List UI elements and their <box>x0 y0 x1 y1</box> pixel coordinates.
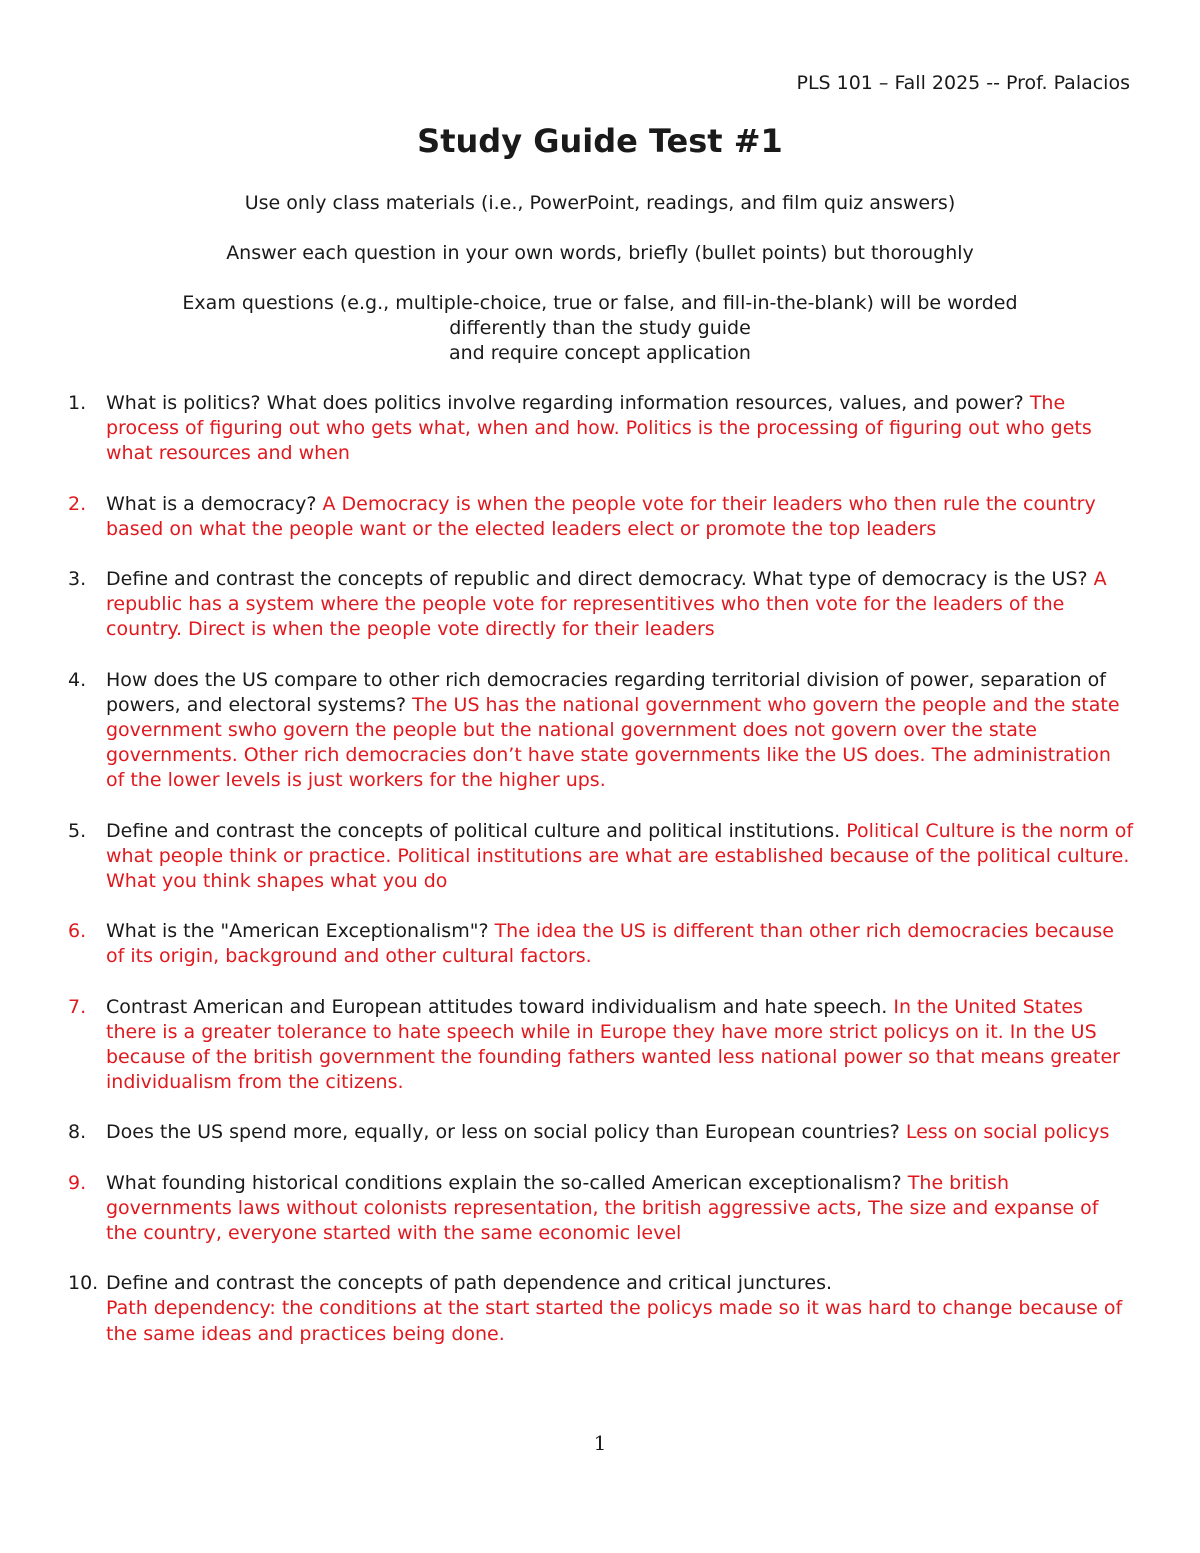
question-item-9 <box>68 1171 1134 1247</box>
answer-text: The idea the US is different than other rich democracies because of its origin, background and other cultural factors. <box>106 920 1114 968</box>
question-text: Define and contrast the concepts of political culture and political institutions. <box>106 819 847 842</box>
question-text: What founding historical conditions explain the so-called American exceptionalism? <box>106 1171 908 1194</box>
instruction-exam-format <box>0 291 1200 366</box>
question-number: 2. <box>68 492 87 515</box>
answer-text: The process of figuring out who gets what, when and how. Politics is the processing of figuring out who gets what resources and when <box>106 392 1092 465</box>
answer-text: Less on social policys <box>905 1121 1110 1144</box>
question-item-4 <box>68 668 1134 794</box>
question-item-1 <box>68 391 1134 467</box>
question-number: 1. <box>68 392 87 414</box>
question-number: 10. <box>68 1272 99 1295</box>
question-item-2 <box>68 492 1134 542</box>
answer-text: The US has the national government who govern the people and the state government swho govern the people but the national government does not govern over the state governments. Other rich democracies don’t have state governments like the US does. The administration of the lower levels is just workers for the higher ups. <box>106 693 1120 792</box>
question-number: 3. <box>68 568 87 591</box>
question-number: 5. <box>68 819 87 842</box>
instruction-answer-style: Answer each question in your own words, briefly (bullet points) but thoroughly <box>226 242 974 264</box>
instruction-exam-line-2: differently than the study guide <box>449 317 751 339</box>
question-number: 7. <box>68 995 87 1018</box>
question-number: 6. <box>68 920 87 943</box>
instruction-exam-line-1: Exam questions (e.g., multiple-choice, true or false, and fill-in-the-blank) will be worded <box>182 292 1018 314</box>
question-list <box>68 391 1134 1372</box>
instruction-materials: Use only class materials (i.e., PowerPoint, readings, and film quiz answers) <box>244 192 956 214</box>
page-title: Study Guide Test #1 <box>417 122 783 160</box>
question-text: Define and contrast the concepts of path dependence and critical junctures. <box>106 1272 833 1295</box>
page-number: 1 <box>593 1431 607 1455</box>
answer-text: Political Culture is the norm of what people think or practice. Political institutions are what are established because of the political culture. What you think shapes what you do <box>106 819 1134 893</box>
question-item-7 <box>68 995 1134 1096</box>
answer-text: A republic has a system where the people vote for representitives who then vote for the leaders of the country. Direct is when the people vote directly for their leaders <box>106 568 1107 641</box>
question-item-3 <box>68 567 1134 643</box>
question-text: Contrast American and European attitudes toward individualism and hate speech. <box>106 995 894 1018</box>
question-item-6 <box>68 919 1134 969</box>
question-text: What is politics? What does politics involve regarding information resources, values, and power? <box>106 392 1030 414</box>
question-number: 9. <box>68 1171 87 1194</box>
question-item-8 <box>68 1120 1134 1145</box>
question-item-5 <box>68 819 1134 895</box>
answer-text: In the United States there is a greater tolerance to hate speech while in Europe they have more strict policys on it. In the US because of the british government the founding fathers wanted less national power so that means greater individualism from the citizens. <box>106 995 1120 1094</box>
question-text: What is a democracy? <box>106 492 323 515</box>
question-text: How does the US compare to other rich democracies regarding territorial division of power, separation of powers, and electoral systems? <box>106 668 1106 716</box>
answer-text: The british governments laws without colonists representation, the british aggressive acts, The size and expanse of the country, everyone started with the same economic level <box>106 1171 1099 1245</box>
question-item-10 <box>68 1271 1134 1347</box>
question-number: 8. <box>68 1121 87 1144</box>
answer-text: A Democracy is when the people vote for their leaders who then rule the country based on what the people want or the elected leaders elect or promote the top leaders <box>106 492 1096 540</box>
question-text: Define and contrast the concepts of republic and direct democracy. What type of democracy is the US? <box>106 568 1094 591</box>
answer-text: Path dependency: the conditions at the start started the policys made so it was hard to change because of the same ideas and practices being done. <box>106 1297 1123 1345</box>
question-text: What is the "American Exceptionalism"? <box>106 920 495 943</box>
question-number: 4. <box>68 668 87 691</box>
course-header: PLS 101 – Fall 2025 -- Prof. Palacios <box>796 72 1130 94</box>
question-text: Does the US spend more, equally, or less on social policy than European countries? <box>106 1121 906 1144</box>
instruction-exam-line-3: and require concept application <box>449 342 751 364</box>
